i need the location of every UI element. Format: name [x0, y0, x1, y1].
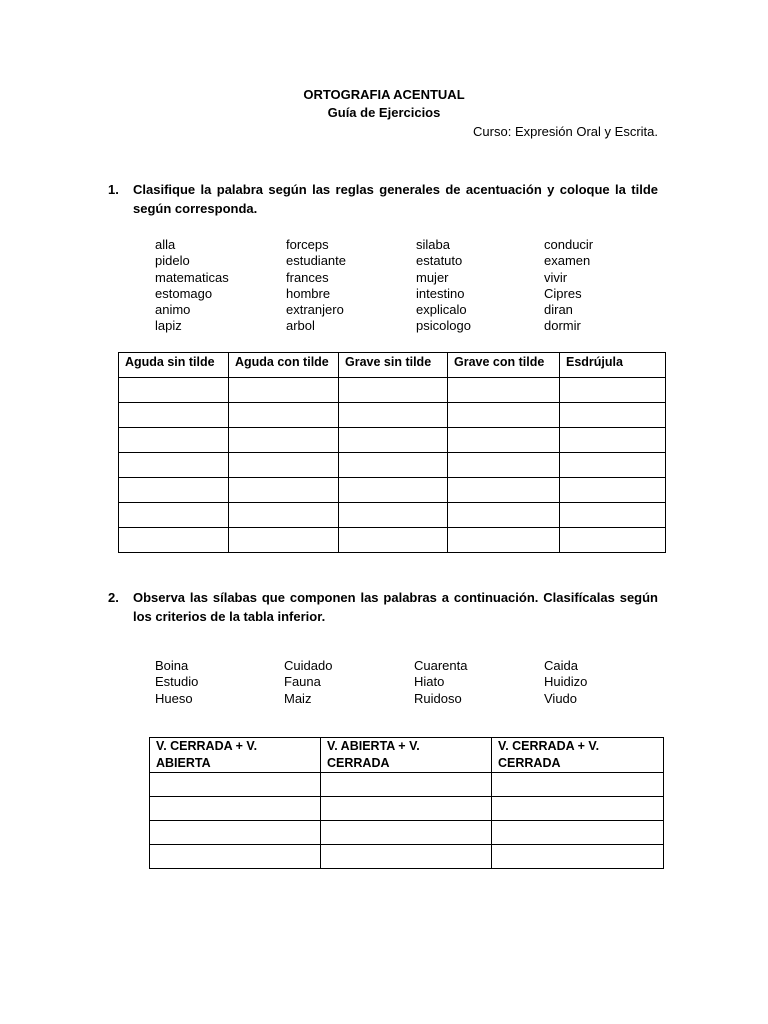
answer-cell[interactable] [492, 821, 664, 845]
word-column-4 [544, 658, 587, 707]
word-item: Estudio [155, 674, 199, 690]
answer-cell[interactable] [560, 528, 666, 553]
word-column-3 [414, 658, 467, 707]
word-item: Ruidoso [414, 690, 462, 706]
table-row [119, 378, 666, 403]
word-item: arbol [286, 318, 315, 334]
table-header-cell: Aguda con tilde [229, 353, 339, 378]
answer-cell[interactable] [119, 453, 229, 478]
answer-cell[interactable] [339, 503, 448, 528]
answer-cell[interactable] [339, 528, 448, 553]
answer-cell[interactable] [119, 428, 229, 453]
answer-cell[interactable] [448, 528, 560, 553]
word-item: estatuto [416, 253, 463, 269]
word-item: extranjero [286, 302, 344, 318]
word-item: frances [286, 269, 329, 285]
table-row [119, 428, 666, 453]
word-item: hombre [286, 285, 331, 301]
table-row [119, 528, 666, 553]
table-row [119, 478, 666, 503]
word-item: Huidizo [544, 674, 588, 690]
exercise-1-number: 1. [108, 182, 119, 197]
word-item: matematicas [155, 269, 229, 285]
exercise-1-table [118, 352, 666, 553]
exercise-1-text: Clasifique la palabra según las reglas generales de acentuación y coloque la tilde según corresponda. [133, 182, 658, 216]
answer-cell[interactable] [150, 797, 321, 821]
answer-cell[interactable] [560, 378, 666, 403]
word-item: dormir [544, 318, 581, 334]
answer-cell[interactable] [448, 428, 560, 453]
exercise-2-text: Observa las sílabas que componen las palabras a continuación. Clasifícalas según los criterios de la tabla inferior. [133, 590, 658, 624]
word-column-1 [155, 237, 229, 335]
table-row [119, 403, 666, 428]
answer-cell[interactable] [229, 478, 339, 503]
answer-cell[interactable] [321, 797, 492, 821]
word-item: lapiz [155, 318, 182, 334]
word-item: forceps [286, 237, 329, 252]
word-item: pidelo [155, 253, 190, 269]
answer-cell[interactable] [560, 453, 666, 478]
table-row [150, 797, 664, 821]
answer-cell[interactable] [339, 478, 448, 503]
word-item: Fauna [284, 674, 321, 690]
answer-cell[interactable] [492, 845, 664, 869]
page-subtitle: Guía de Ejercicios [327, 105, 441, 120]
answer-cell[interactable] [448, 403, 560, 428]
word-item: conducir [544, 237, 594, 252]
answer-cell[interactable] [229, 453, 339, 478]
answer-cell[interactable] [321, 845, 492, 869]
answer-cell[interactable] [339, 403, 448, 428]
table-header-row [150, 738, 664, 773]
answer-cell[interactable] [119, 503, 229, 528]
table-header-cell: V. ABIERTA + V. CERRADA [321, 738, 492, 773]
answer-cell[interactable] [150, 821, 321, 845]
answer-cell[interactable] [321, 773, 492, 797]
word-item: Hueso [155, 690, 193, 706]
word-item: Maiz [284, 690, 312, 706]
table-header-cell: Aguda sin tilde [119, 353, 229, 378]
word-item: explicalo [416, 302, 467, 318]
exercise-1-prompt [108, 180, 658, 218]
answer-cell[interactable] [119, 403, 229, 428]
table-header-cell: V. CERRADA + V. ABIERTA [150, 738, 321, 773]
exercise-2-prompt [108, 588, 658, 626]
word-item: estudiante [286, 253, 346, 269]
word-item: vivir [544, 269, 568, 285]
answer-cell[interactable] [229, 428, 339, 453]
word-item: intestino [416, 285, 465, 301]
course-label: Curso: Expresión Oral y Escrita. [473, 124, 658, 139]
word-item: mujer [416, 269, 449, 285]
word-column-2 [284, 658, 332, 707]
word-column-4 [544, 237, 593, 335]
table-row [119, 453, 666, 478]
word-item: Boina [155, 658, 189, 673]
answer-cell[interactable] [119, 478, 229, 503]
table-header-cell: Grave sin tilde [339, 353, 448, 378]
answer-cell[interactable] [339, 378, 448, 403]
table-row [150, 821, 664, 845]
word-item: Cipres [544, 285, 582, 301]
answer-cell[interactable] [560, 428, 666, 453]
answer-cell[interactable] [560, 478, 666, 503]
word-item: Cuidado [284, 658, 333, 673]
word-item: Caida [544, 658, 578, 673]
answer-cell[interactable] [119, 528, 229, 553]
table-row [119, 503, 666, 528]
word-item: animo [155, 302, 191, 318]
answer-cell[interactable] [321, 821, 492, 845]
answer-cell[interactable] [150, 845, 321, 869]
table-row [150, 773, 664, 797]
word-item: psicologo [416, 318, 471, 334]
word-column-3 [416, 237, 471, 335]
answer-cell[interactable] [229, 378, 339, 403]
table-header-cell: V. CERRADA + V. CERRADA [492, 738, 664, 773]
word-item: Hiato [414, 674, 445, 690]
table-header-cell: Grave con tilde [448, 353, 560, 378]
page-title: ORTOGRAFIA ACENTUAL [303, 87, 465, 102]
table-header-cell: Esdrújula [560, 353, 666, 378]
word-column-2 [286, 237, 346, 335]
answer-cell[interactable] [560, 403, 666, 428]
word-item: estomago [155, 285, 213, 301]
word-item: diran [544, 302, 573, 318]
answer-cell[interactable] [492, 797, 664, 821]
word-column-1 [155, 658, 198, 707]
answer-cell[interactable] [448, 478, 560, 503]
word-item: Viudo [544, 690, 578, 706]
exercise-2-table [149, 737, 664, 869]
answer-cell[interactable] [492, 773, 664, 797]
word-item: Cuarenta [414, 658, 468, 673]
table-row [150, 845, 664, 869]
answer-cell[interactable] [339, 453, 448, 478]
answer-cell[interactable] [448, 503, 560, 528]
answer-cell[interactable] [119, 378, 229, 403]
answer-cell[interactable] [448, 453, 560, 478]
answer-cell[interactable] [150, 773, 321, 797]
answer-cell[interactable] [448, 378, 560, 403]
answer-cell[interactable] [339, 428, 448, 453]
word-item: alla [155, 237, 176, 252]
answer-cell[interactable] [229, 503, 339, 528]
answer-cell[interactable] [560, 503, 666, 528]
word-item: examen [544, 253, 591, 269]
table-header-row [119, 353, 666, 378]
word-item: silaba [416, 237, 450, 252]
exercise-2-number: 2. [108, 590, 119, 605]
answer-cell[interactable] [229, 528, 339, 553]
answer-cell[interactable] [229, 403, 339, 428]
